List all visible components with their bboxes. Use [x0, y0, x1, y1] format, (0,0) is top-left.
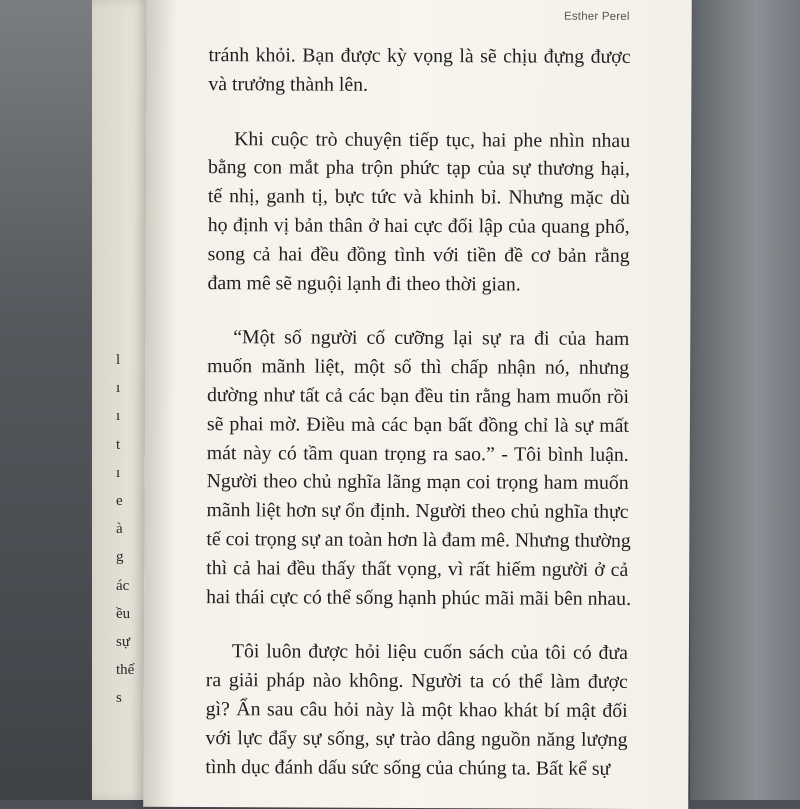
text-line: gì? Ẩn sau câu hỏi này là một khao khát bí mật đối [205, 698, 628, 722]
previous-page-fragment: s [116, 690, 122, 707]
previous-page-fragment: sự [116, 633, 130, 650]
text-line: tế coi trọng sự an toàn hơn là đam mê. Nhưng thường [206, 528, 631, 552]
previous-page-fragment: à [116, 521, 123, 538]
text-line: tế nhị, ganh tị, bực tức và khinh bỉ. Nhưng mặc dù [207, 185, 630, 210]
text-line: họ định vị bản thân ở hai cực đối lập của quang phổ, [207, 214, 630, 238]
paragraph-gap [206, 611, 628, 639]
previous-page-fragment: g [116, 549, 124, 566]
text-line: song cả hai đều đồng tình với tiền đề cơ bản rằng [207, 242, 630, 267]
paragraph-gap [208, 99, 630, 127]
previous-page-fragment: t [116, 436, 121, 453]
text-line: và trưởng thành lên. [208, 72, 369, 96]
text-line: sẽ phai mờ. Điều mà các bạn bất đồng chỉ là sự mất [206, 412, 629, 437]
text-line: dường như tất cả các bạn đều tin rằng ham muốn rồi [206, 384, 630, 408]
text-line: mãnh liệt hơn sự ổn định. Người theo chủ nghĩa thực [206, 499, 629, 524]
previous-page-fragment: ı [116, 380, 121, 397]
previous-page-fragment: ác [116, 577, 130, 594]
text-line: Khi cuộc trò chuyện tiếp tục, hai phe nhìn nhau [234, 127, 631, 152]
previous-page-fragment: ều [116, 605, 131, 622]
previous-page-fragment: ı [116, 464, 121, 481]
text-line: mát này có tầm quan trọng ra sao.” - Tôi bình luận. [206, 441, 629, 466]
text-line: Tôi luôn được hỏi liệu cuốn sách của tôi có đưa [231, 640, 628, 665]
text-line: tình dục đánh dấu sức sống của chúng ta. Bất kể sự [205, 755, 611, 780]
text-line: “Một số người cố cưỡng lại sự ra đi của ham [233, 326, 630, 351]
paragraph-gap [207, 297, 629, 325]
text-line: thì cả hai đều thấy thất vọng, vì rất hiếm người ở cả [206, 556, 629, 581]
text-line: ra giải pháp nào không. Người ta có thể làm được [205, 669, 628, 694]
previous-page-fragment: ı [116, 408, 121, 425]
text-line: với lực đẩy sự sống, sự trào dâng nguồn năng lượng [205, 726, 628, 751]
previous-page-fragment: l [116, 352, 121, 368]
text-line: muốn mãnh liệt, một số thì chấp nhận nó, nhưng [207, 355, 630, 380]
text-line: bằng con mắt pha trộn phức tạp của sự thương hại, [207, 156, 631, 181]
text-line: hai thái cực có thể sống hạnh phúc mãi mãi bên nhau. [206, 585, 632, 610]
text-line: tránh khỏi. Bạn được kỳ vọng là sẽ chịu đựng được [208, 44, 631, 68]
text-line: Người theo chủ nghĩa lãng mạn coi trọng ham muốn [206, 470, 629, 495]
page-body-text [205, 41, 630, 783]
text-line: đam mê sẽ nguội lạnh đi theo thời gian. [207, 271, 521, 296]
previous-page-fragment: thế [116, 662, 135, 679]
background-object [690, 0, 800, 800]
book-page [143, 0, 692, 809]
previous-page-fragment: e [116, 492, 123, 509]
running-header: Esther Perel [563, 10, 630, 23]
